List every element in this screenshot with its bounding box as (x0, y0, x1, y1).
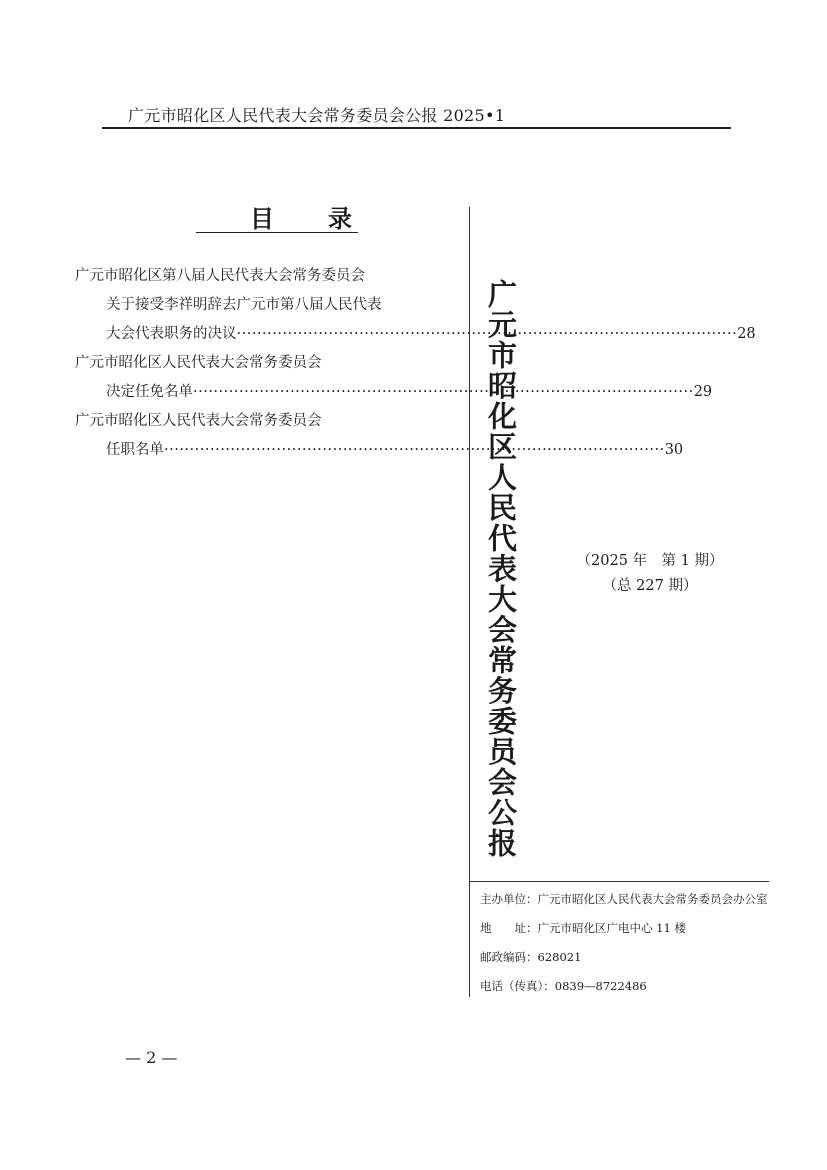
toc-entry-line: 关于接受李祥明辞去广元市第八届人民代表 (106, 297, 382, 313)
running-header: 广元市昭化区人民代表大会常务委员会公报 2025•1 (128, 106, 506, 125)
phone-line: 电话（传真）：0839—8722486 (480, 979, 647, 993)
publication-info (480, 885, 768, 1001)
dot-leader: ·································································································· (164, 442, 665, 458)
page-number: — 2 — (125, 1048, 178, 1067)
table-of-contents (75, 262, 756, 465)
toc-title: 目录 (250, 204, 406, 233)
toc-entry-line: 广元市昭化区第八届人民代表大会常务委员会 (75, 268, 365, 284)
toc-entry-line: 任职名单 (106, 442, 164, 458)
issue-number: （2025 年 第 1 期） (576, 553, 724, 569)
toc-entry-line: 广元市昭化区人民代表大会常务委员会 (75, 413, 322, 429)
toc-page-number: 29 (693, 384, 713, 400)
address-line: 地 址：广元市昭化区广电中心 11 楼 (480, 921, 686, 935)
total-issue-number: （总 227 期） (602, 578, 698, 594)
sponsor-line: 主办单位：广元市昭化区人民代表大会常务委员会办公室 (480, 892, 768, 906)
dot-leader: ·································································································· (236, 326, 738, 342)
toc-entry-line: 大会代表职务的决议 (106, 326, 237, 342)
dot-leader: ·································································································· (193, 384, 694, 400)
toc-page-number: 30 (664, 442, 684, 458)
toc-entry[interactable] (75, 407, 684, 465)
toc-title-underline (196, 232, 358, 233)
toc-entry[interactable] (75, 262, 756, 349)
info-rule (469, 881, 769, 882)
header-rule (102, 127, 731, 129)
toc-entry-line: 决定任免名单 (106, 384, 193, 400)
column-divider (469, 207, 470, 997)
vertical-masthead-title: 广元市昭化区人民代表大会常务委员会公报 (484, 279, 518, 859)
toc-entry-line: 广元市昭化区人民代表大会常务委员会 (75, 355, 322, 371)
toc-entry[interactable] (75, 349, 713, 407)
issue-info (560, 549, 740, 599)
postcode-line: 邮政编码：628021 (480, 950, 582, 964)
toc-entry-last-line (75, 320, 756, 349)
toc-entry-last-line (75, 378, 713, 407)
toc-entry-last-line (75, 436, 684, 465)
toc-page-number: 28 (737, 326, 756, 342)
